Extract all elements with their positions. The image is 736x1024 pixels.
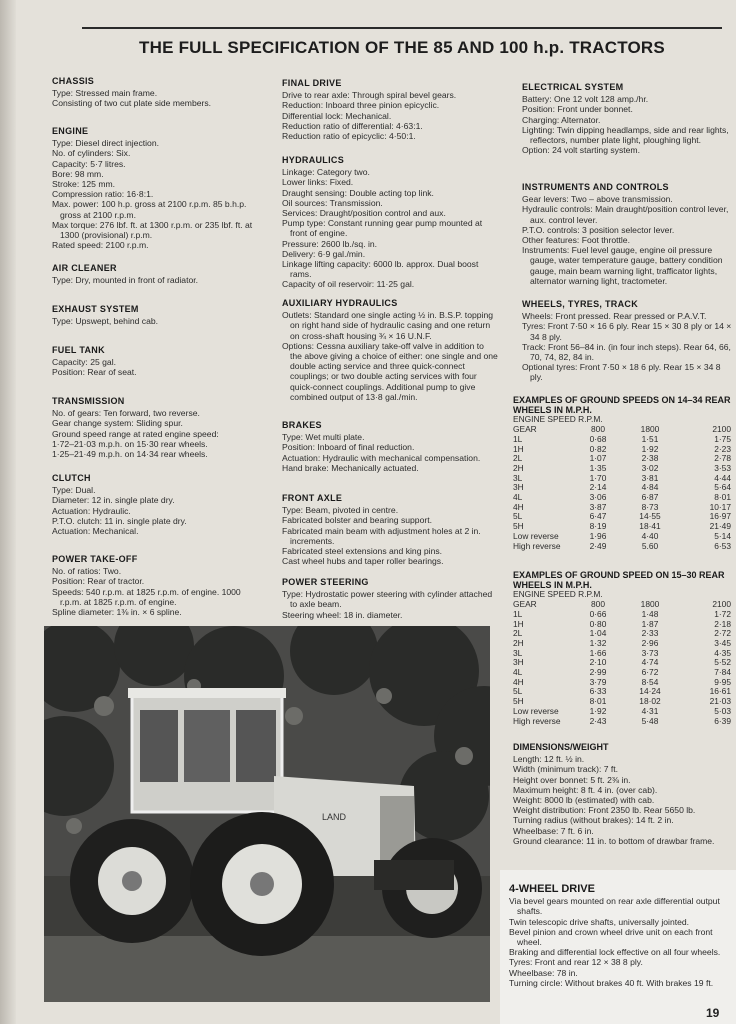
section-heading: 4-WHEEL DRIVE [509, 883, 595, 895]
table-cell: 6·47 [589, 511, 607, 522]
table-cell: 3H [513, 657, 524, 668]
table-cell: 4H [513, 676, 524, 687]
table-row [513, 610, 731, 620]
section-heading: AUXILIARY HYDRAULICS [282, 298, 398, 308]
spec-line: Stroke: 125 mm. [52, 179, 116, 190]
section-transmission [52, 396, 264, 459]
table-cell: GEAR [513, 424, 537, 435]
table-cell: 1·35 [589, 462, 607, 473]
table-cell: 4L [513, 667, 523, 678]
table-cell: 800 [591, 599, 605, 610]
section-instruments [522, 182, 734, 286]
table-cell: 16·97 [709, 511, 731, 522]
table-cell: 2·43 [589, 715, 607, 726]
section-brakes [282, 420, 498, 473]
spec-line: Bevel pinion and crown wheel drive unit on each front wheel. [509, 926, 713, 948]
table-row [513, 512, 731, 522]
spec-line: No. of gears: Ten forward, two reverse. [52, 408, 200, 419]
spec-line: Differential lock: Mechanical. [282, 110, 392, 121]
spec-line: Position: Rear of tractor. [52, 576, 145, 587]
spec-line: Bore: 98 mm. [52, 168, 104, 179]
spec-line: Cast wheel hubs and taper roller bearings. [282, 556, 444, 567]
table-cell: 2·78 [714, 453, 731, 464]
section-heading: INSTRUMENTS AND CONTROLS [522, 182, 669, 192]
table-header-row [513, 600, 731, 610]
section-auxhyd [282, 298, 498, 402]
table-cell: 5·64 [714, 482, 731, 493]
section-heading: FRONT AXLE [282, 493, 343, 503]
spec-line: Type: Diesel direct injection. [52, 138, 159, 149]
spec-line: Lighting: Twin dipping headlamps, side and rear lights, reflectors, number plate light, ploughing light. [522, 124, 729, 146]
table-cell: 2100 [712, 599, 731, 610]
table-cell: 2L [513, 453, 523, 464]
table-cell: 1L [513, 433, 523, 444]
table-cell: 3·45 [714, 637, 731, 648]
table-row [513, 493, 731, 503]
table-row [513, 658, 731, 668]
spec-line: Actuation: Hydraulic with mechanical compensation. [282, 452, 481, 463]
spec-line: Reduction ratio of differential: 4·63:1. [282, 120, 423, 131]
spec-line: Fabricated main beam with adjustment holes at 2 in. increments. [282, 525, 481, 546]
table-cell: 8·73 [641, 501, 659, 512]
table-row [513, 649, 731, 659]
table-cell: 1800 [640, 424, 660, 435]
table-cell: 5.60 [641, 540, 659, 551]
spec-line: Length: 12 ft. ½ in. [513, 754, 585, 765]
spec-line: Type: Wet multi plate. [282, 432, 365, 443]
section-wheels [522, 299, 734, 383]
table-cell: High reverse [513, 540, 561, 551]
spec-line: Type: Stressed main frame. [52, 88, 158, 99]
table-header-row [513, 425, 731, 435]
table-row [513, 454, 731, 464]
spec-line: Draught sensing: Double acting top link. [282, 187, 434, 198]
table-cell: 800 [591, 424, 605, 435]
table-row [513, 445, 731, 455]
table-cell: 2H [513, 637, 524, 648]
table-cell: 0·80 [589, 618, 607, 629]
table-cell: 8·01 [589, 696, 607, 707]
spec-line: Type: Upswept, behind cab. [52, 316, 159, 327]
table-row [513, 483, 731, 493]
table-cell: 5L [513, 686, 523, 697]
page-number: 19 [706, 1006, 720, 1020]
table-cell: 16·61 [709, 686, 731, 697]
section-heading: CLUTCH [52, 473, 91, 483]
section-chassis [52, 76, 264, 109]
section-heading: HYDRAULICS [282, 155, 345, 165]
dimensions-section [513, 742, 731, 846]
table-cell: 1·04 [589, 628, 607, 639]
table-cell: 3L [513, 472, 523, 483]
table-cell: 8·01 [714, 492, 731, 503]
section-fuel [52, 345, 264, 378]
spec-line: Optional tyres: Front 7·50 × 18 6 ply. Rear 15 × 34 8 ply. [522, 362, 721, 383]
table-cell: 5L [513, 511, 523, 522]
speed-table-14-34 [513, 396, 731, 551]
table-cell: 4·84 [641, 482, 659, 493]
table-cell: 7·84 [714, 667, 731, 678]
section-heading: FINAL DRIVE [282, 78, 342, 88]
table-row [513, 464, 731, 474]
table-row [513, 474, 731, 484]
table-cell: 8·19 [589, 521, 607, 532]
table-cell: 1L [513, 608, 523, 619]
table-cell: 5H [513, 696, 524, 707]
spec-line: Linkage lifting capacity: 6000 lb. approx. Dual boost rams. [282, 259, 479, 280]
spec-line: Diameter: 12 in. single plate dry. [52, 495, 175, 506]
section-air [52, 263, 264, 285]
spec-line: Width (minimum track): 7 ft. [513, 764, 619, 775]
spec-line: Wheelbase: 7 ft. 6 in. [513, 825, 594, 836]
spec-line: Wheels: Front pressed. Rear pressed or P.A.V.T. [522, 311, 707, 322]
table-cell: 2·33 [641, 628, 659, 639]
section-heading: AIR CLEANER [52, 263, 117, 273]
spec-line: Turning circle: Without brakes 40 ft. With brakes 19 ft. [509, 977, 714, 988]
table-cell: 2·96 [641, 637, 659, 648]
section-hydraulics [282, 155, 498, 290]
table-cell: 4·40 [641, 530, 659, 541]
table-cell: 6·87 [641, 492, 659, 503]
section-steering [282, 577, 498, 620]
table-row [513, 542, 731, 552]
page-title: THE FULL SPECIFICATION OF THE 85 AND 100 h.p. TRACTORS [139, 38, 665, 57]
table-cell: 6·39 [714, 715, 731, 726]
table-row [513, 668, 731, 678]
table-cell: 2·72 [714, 628, 731, 639]
spec-line: Track: Front 56–84 in. (in four inch steps). Rear 64, 66, 70, 74, 82, 84 in. [522, 341, 731, 363]
spec-line: Max. power: 100 h.p. gross at 2100 r.p.m. 85 b.h.p. gross at 2100 r.p.m. [52, 199, 247, 220]
spec-line: Rated speed: 2100 r.p.m. [52, 240, 149, 251]
table-cell: 2100 [712, 424, 731, 435]
table-cell: 0·82 [589, 443, 607, 454]
spec-line: Position: Rear of seat. [52, 367, 137, 378]
spec-line: Fabricated steel extensions and king pins. [282, 546, 443, 557]
spec-line: Capacity: 25 gal. [52, 357, 117, 368]
section-heading: ENGINE [52, 126, 89, 136]
spec-line: Pressure: 2600 lb./sq. in. [282, 238, 378, 249]
table-cell: 6·33 [589, 686, 607, 697]
section-heading: TRANSMISSION [52, 396, 125, 406]
spec-line: Actuation: Mechanical. [52, 526, 139, 537]
spec-line: Maximum height: 8 ft. 4 in. (over cab). [513, 784, 658, 795]
table-row [513, 639, 731, 649]
table-cell: 9·95 [714, 676, 731, 687]
table-cell: 1·72 [714, 608, 731, 619]
table-cell: 3H [513, 482, 524, 493]
spec-line: Spline diameter: 1⅜ in. × 6 spline. [52, 607, 182, 618]
table-cell: 2·99 [589, 667, 607, 678]
land-badge: LAND [322, 812, 347, 822]
spec-line: No. of ratios: Two. [52, 566, 122, 577]
table-cell: 1·87 [641, 618, 659, 629]
spec-line: Outlets: Standard one single acting ½ in. B.S.P. topping on right hand side of hydraulic casing and one return on cross-shaft housing ¾ × 16 U.N.F. [282, 310, 494, 341]
spec-line: Twin telescopic drive shafts, universally jointed. [509, 916, 690, 927]
table-cell: 3L [513, 647, 523, 658]
spec-line: Instruments: Fuel level gauge, engine oil pressure gauge, water temperature gauge, battery condition gauge, main beam warning light, trafficator lights, alternator warning light, tractometer. [522, 245, 723, 286]
table-cell: 1H [513, 443, 524, 454]
table-cell: 2·10 [589, 657, 607, 668]
spec-line: 1·25–21·49 m.p.h. on 14·34 rear wheels. [52, 449, 208, 460]
spec-line: Turning radius (without brakes): 14 ft. 2 in. [513, 815, 674, 826]
table-cell: 1·32 [589, 637, 607, 648]
section-frontaxle [282, 493, 498, 566]
spec-line: Option: 24 volt starting system. [522, 145, 640, 156]
four-wheel-drive-box [500, 870, 736, 1024]
spec-line: Oil sources: Transmission. [282, 197, 383, 208]
spec-line: Weight: 8000 lb (estimated) with cab. [513, 795, 655, 806]
spec-line: Pump type: Constant running gear pump mounted at front of engine. [282, 218, 483, 239]
table-cell: 2·18 [714, 618, 731, 629]
table-cell: 5H [513, 521, 524, 532]
table-cell: 1·92 [641, 443, 659, 454]
table-cell: 1·66 [589, 647, 607, 658]
spec-line: Position: Front under bonnet. [522, 104, 633, 115]
spec-line: Type: Dry, mounted in front of radiator. [52, 275, 199, 286]
section-heading: POWER TAKE-OFF [52, 554, 138, 564]
table-cell: 2·49 [589, 540, 607, 551]
spec-line: Ground clearance: 11 in. to bottom of drawbar frame. [513, 835, 715, 846]
section-heading: DIMENSIONS/WEIGHT [513, 742, 609, 752]
section-heading: EXHAUST SYSTEM [52, 304, 139, 314]
spec-line: Fabricated bolster and bearing support. [282, 515, 433, 526]
table-cell: 5·52 [714, 657, 731, 668]
spec-line: Reduction: Inboard three pinion epicyclic. [282, 100, 440, 111]
section-heading: ELECTRICAL SYSTEM [522, 82, 624, 92]
spec-line: Position: Inboard of final reduction. [282, 442, 415, 453]
table-cell: 2·23 [714, 443, 731, 454]
spec-line: 1·72–21·03 m.p.h. on 15·30 rear wheels. [52, 438, 208, 449]
spec-line: Height over bonnet: 5 ft. 2⅜ in. [513, 774, 631, 785]
speed-table-15-30 [513, 571, 731, 726]
section-heading: POWER STEERING [282, 577, 369, 587]
spec-line: Weight distribution: Front 2350 lb. Rear 5650 lb. [513, 805, 696, 816]
spec-line: Type: Hydrostatic power steering with cylinder attached to axle beam. [282, 589, 493, 610]
table-cell: 4·74 [641, 657, 659, 668]
tractor-photo [44, 626, 490, 1002]
table-cell: 18·02 [639, 696, 661, 707]
spec-line: Capacity: 5·7 litres. [52, 158, 126, 169]
section-heading: WHEELS, TYRES, TRACK [522, 299, 639, 309]
spec-line: Reduction ratio of epicyclic: 4·50:1. [282, 131, 416, 142]
speed-table [513, 600, 731, 726]
table-cell: 4·44 [714, 472, 731, 483]
table-cell: Low reverse [513, 530, 559, 541]
table-cell: 18·41 [639, 521, 661, 532]
spec-line: Wheelbase: 78 in. [509, 967, 578, 978]
speed-table-subheading: ENGINE SPEED R.P.M. [513, 589, 603, 600]
section-heading: CHASSIS [52, 76, 95, 86]
table-cell: 1·70 [589, 472, 607, 483]
table-cell: 2·14 [589, 482, 607, 493]
spec-line: Steering wheel: 18 in. diameter. [282, 609, 403, 620]
section-exhaust [52, 304, 264, 326]
table-cell: 1·96 [589, 530, 607, 541]
table-row [513, 717, 731, 727]
table-cell: 1·48 [641, 608, 659, 619]
spec-line: Consisting of two cut plate side members. [52, 98, 212, 109]
section-electrical [522, 82, 734, 155]
table-cell: 1·75 [714, 433, 731, 444]
table-cell: 1·92 [589, 705, 607, 716]
spec-line: No. of cylinders: Six. [52, 148, 131, 159]
spec-line: Linkage: Category two. [282, 167, 370, 178]
four-wheel-drive-text [509, 884, 727, 988]
speed-table-heading: EXAMPLES OF GROUND SPEEDS ON 14–34 REAR WHEELS IN M.P.H. [513, 395, 731, 415]
table-cell: 5·48 [641, 715, 659, 726]
table-row [513, 629, 731, 639]
table-cell: 1800 [640, 599, 660, 610]
spec-line: Tyres: Front and rear 12 × 38 8 ply. [509, 957, 643, 968]
table-cell: 4L [513, 492, 523, 503]
table-cell: 1·07 [589, 453, 607, 464]
section-heading: FUEL TANK [52, 345, 105, 355]
table-cell: 4·31 [641, 705, 659, 716]
table-cell: 3·87 [589, 501, 607, 512]
table-cell: 4·35 [714, 647, 731, 658]
table-cell: Low reverse [513, 705, 559, 716]
spec-line: Tyres: Front 7·50 × 16 6 ply. Rear 15 × 30 8 ply or 14 × 34 8 ply. [522, 321, 732, 342]
section-clutch [52, 473, 264, 536]
table-cell: 4H [513, 501, 524, 512]
table-row [513, 678, 731, 688]
table-row [513, 620, 731, 630]
spec-line: Services: Draught/position control and aux. [282, 208, 446, 219]
section-final [282, 78, 498, 141]
spec-line: Gear change system: Sliding spur. [52, 418, 183, 429]
table-cell: 3·06 [589, 492, 607, 503]
table-row [513, 687, 731, 697]
table-cell: 2L [513, 628, 523, 639]
table-cell: 6·53 [714, 540, 731, 551]
title-rule [82, 27, 722, 29]
spec-line: Compression ratio: 16·8:1. [52, 189, 154, 200]
spec-line: Braking and differential lock effective on all four wheels. [509, 947, 721, 958]
speed-table-subheading: ENGINE SPEED R.P.M. [513, 414, 603, 425]
table-cell: 3·79 [589, 676, 607, 687]
spec-line: Max torque: 276 lbf. ft. at 1300 r.p.m. or 235 lbf. ft. at 1300 (provisional) r.p.m. [52, 219, 253, 241]
spec-line: Via bevel gears mounted on rear axle differential output shafts. [509, 896, 720, 917]
spec-line: Hydraulic controls: Main draught/position control lever, aux. control lever. [522, 204, 729, 225]
spec-line: Actuation: Hydraulic. [52, 505, 131, 516]
spec-line: Other features: Foot throttle. [522, 235, 630, 246]
table-cell: 1H [513, 618, 524, 629]
table-cell: 14·55 [639, 511, 661, 522]
table-cell: 21·03 [709, 696, 731, 707]
table-cell: 2·38 [641, 453, 659, 464]
table-cell: 8·54 [641, 676, 659, 687]
spec-line: Options: Cessna auxiliary take-off valve in addition to the above giving a choice of either: one single and one double acting service and three quick-connect couplings; or two double acting services with four quick-connect couplings. Additional pump to give combined output of 13·8 gal./min. [282, 340, 498, 402]
table-cell: 0·68 [589, 433, 607, 444]
table-cell: 3·53 [714, 462, 731, 473]
page-spine [0, 0, 16, 1024]
spec-line: Charging: Alternator. [522, 114, 601, 125]
spec-line: Drive to rear axle: Through spiral bevel gears. [282, 90, 457, 101]
table-cell: GEAR [513, 599, 537, 610]
table-row [513, 503, 731, 513]
spec-line: Capacity of oil reservoir: 11·25 gal. [282, 279, 415, 290]
spec-line: Delivery: 6·9 gal./min. [282, 248, 366, 259]
spec-line: Gear levers: Two – above transmission. [522, 194, 673, 205]
spec-line: P.T.O. controls: 3 position selector lever. [522, 224, 675, 235]
spec-line: P.T.O. clutch: 11 in. single plate dry. [52, 515, 187, 526]
table-cell: 6·72 [641, 667, 659, 678]
table-cell: 21·49 [709, 521, 731, 532]
table-cell: 0·66 [589, 608, 607, 619]
table-row [513, 435, 731, 445]
table-cell: 2H [513, 462, 524, 473]
table-cell: High reverse [513, 715, 561, 726]
spec-line: Hand brake: Mechanically actuated. [282, 462, 419, 473]
section-engine [52, 126, 264, 250]
table-cell: 5·14 [714, 530, 731, 541]
table-cell: 3·73 [641, 647, 659, 658]
spec-line: Type: Dual. [52, 485, 96, 496]
table-cell: 10·17 [709, 501, 731, 512]
table-cell: 14·24 [639, 686, 661, 697]
spec-line: Speeds: 540 r.p.m. at 1825 r.p.m. of engine. 1000 r.p.m. at 1825 r.p.m. of engine. [52, 586, 241, 607]
spec-line: Battery: One 12 volt 128 amp./hr. [522, 94, 649, 105]
table-cell: 3·02 [641, 462, 659, 473]
spec-line: Type: Beam, pivoted in centre. [282, 505, 399, 516]
table-cell: 1·51 [641, 433, 659, 444]
table-cell: 5·03 [714, 705, 731, 716]
spec-line: Lower links: Fixed. [282, 177, 354, 188]
spec-line: Ground speed range at rated engine speed: [52, 428, 219, 439]
section-heading: BRAKES [282, 420, 322, 430]
table-cell: 3·81 [641, 472, 659, 483]
speed-table [513, 425, 731, 551]
speed-table-heading: EXAMPLES OF GROUND SPEED ON 15–30 REAR WHEELS IN M.P.H. [513, 570, 725, 590]
section-pto [52, 554, 264, 617]
